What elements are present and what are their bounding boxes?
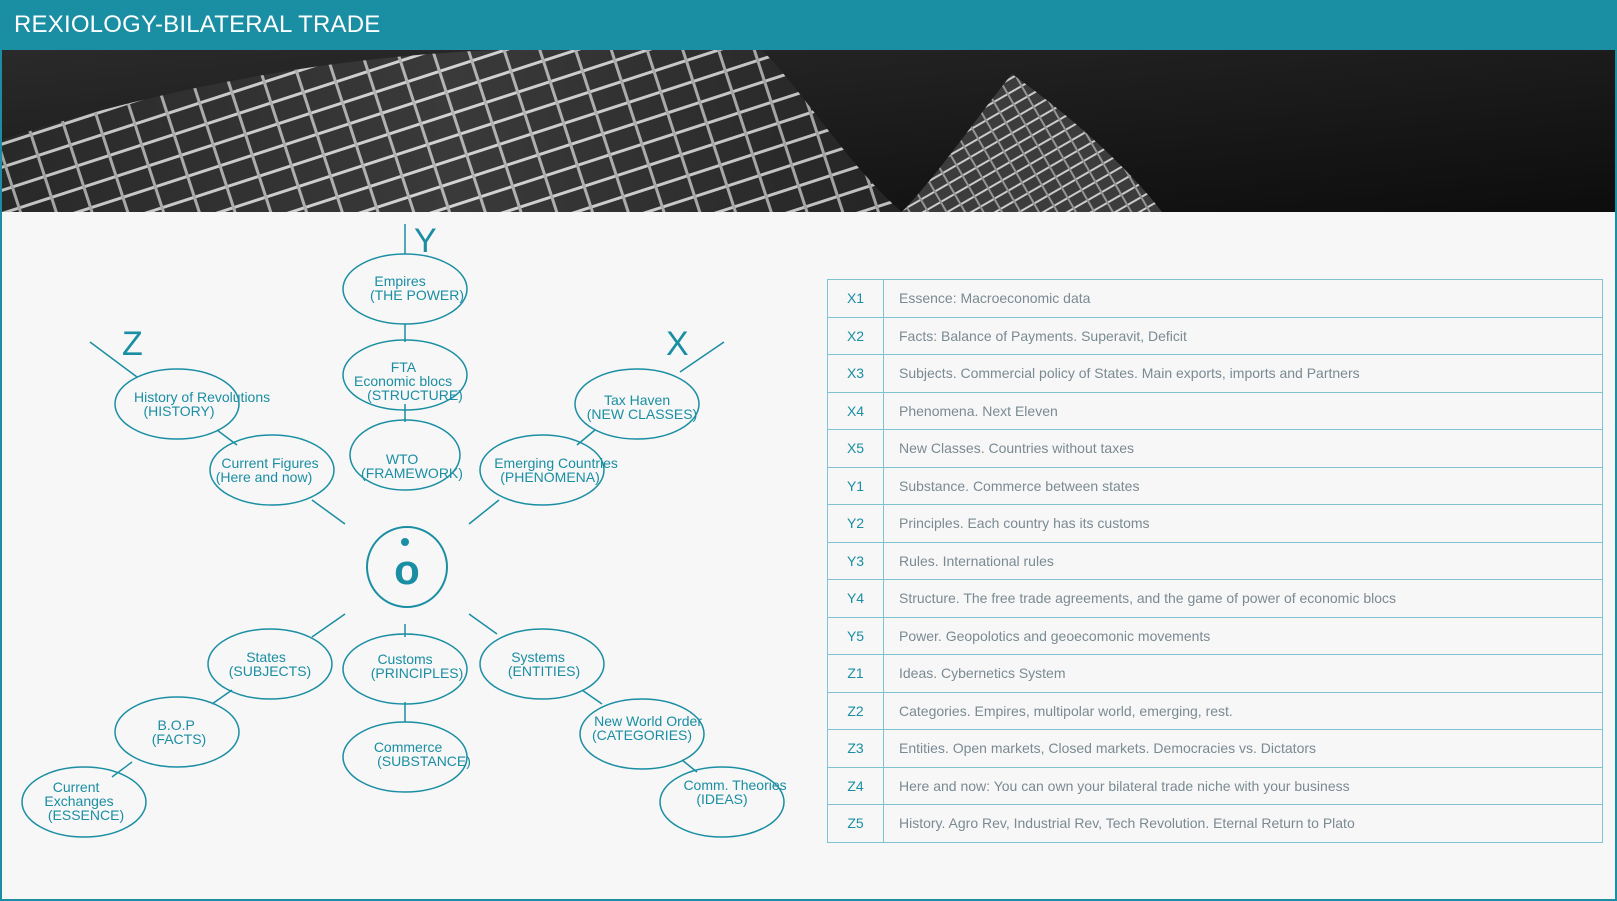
row-description: Facts: Balance of Payments. Superavit, Deficit <box>899 327 1187 344</box>
row-description: Essence: Macroeconomic data <box>899 290 1091 307</box>
table-row <box>828 280 1602 318</box>
node-z2: New World Order (CATEGORIES) <box>591 713 702 743</box>
row-code: X3 <box>828 355 884 392</box>
table-row <box>828 318 1602 356</box>
node-x4: Emerging Countries (PHENOMENA) <box>494 455 618 485</box>
row-description: Rules. International rules <box>899 552 1054 569</box>
node-x2: B.O.P (FACTS) <box>151 717 207 747</box>
table-row <box>828 430 1602 468</box>
node-x1: Current Exchanges (ESSENCE) <box>44 779 125 823</box>
row-code: Z4 <box>828 768 884 805</box>
row-code: Z2 <box>828 693 884 730</box>
axis-label-z: Z <box>122 325 143 363</box>
row-code: X5 <box>828 430 884 467</box>
row-code: Y2 <box>828 505 884 542</box>
row-code: Y1 <box>828 468 884 505</box>
node-z5: History of Revolutions (HISTORY) <box>133 389 271 419</box>
table-row <box>828 355 1602 393</box>
row-description: New Classes. Countries without taxes <box>899 440 1134 457</box>
row-description: History. Agro Rev, Industrial Rev, Tech Revolution. Eternal Return to Plato <box>899 815 1355 832</box>
table-row <box>828 805 1602 843</box>
row-code: Z5 <box>828 805 884 842</box>
row-code: X2 <box>828 318 884 355</box>
node-y3: WTO (FRAMEWORK) <box>361 451 463 481</box>
row-description: Principles. Each country has its customs <box>899 515 1150 532</box>
row-code: X4 <box>828 393 884 430</box>
page-title: REXIOLOGY-BILATERAL TRADE <box>14 11 381 38</box>
table-row <box>828 768 1602 806</box>
node-y4: FTA Economic blocs (STRUCTURE) <box>354 359 463 403</box>
table-row <box>828 505 1602 543</box>
row-description: Structure. The free trade agreements, and the game of power of economic blocs <box>899 590 1397 607</box>
rexiology-diagram <box>2 212 802 901</box>
table-row <box>828 580 1602 618</box>
row-description: Phenomena. Next Eleven <box>899 402 1058 419</box>
row-description: Power. Geopolotics and geoecomonic movements <box>899 627 1211 644</box>
row-description: Here and now: You can own your bilateral trade niche with your business <box>899 777 1350 794</box>
center-glyph: o <box>394 546 420 593</box>
axis-label-y: Y <box>414 222 437 260</box>
node-z1: Comm. Theories (IDEAS) <box>683 777 787 807</box>
header-bar <box>2 2 1615 50</box>
row-description: Subjects. Commercial policy of States. Main exports, imports and Partners <box>899 365 1360 382</box>
table-row <box>828 618 1602 656</box>
table-row <box>828 693 1602 731</box>
table-row <box>828 468 1602 506</box>
table-row <box>828 655 1602 693</box>
row-code: Z1 <box>828 655 884 692</box>
node-z4: Current Figures (Here and now) <box>215 455 319 485</box>
axis-label-x: X <box>666 325 689 363</box>
node-y1: Commerce (SUBSTANCE) <box>373 739 471 769</box>
row-description: Substance. Commerce between states <box>899 477 1140 494</box>
node-x5: Tax Haven (NEW CLASSES) <box>586 392 698 422</box>
node-y2: Customs (PRINCIPLES) <box>370 651 464 681</box>
table-row <box>828 730 1602 768</box>
node-y5: Empires (THE POWER) <box>369 273 465 303</box>
row-description: Entities. Open markets, Closed markets. Democracies vs. Dictators <box>899 740 1317 757</box>
banner-image <box>2 50 1615 212</box>
row-code: Y5 <box>828 618 884 655</box>
row-code: Z3 <box>828 730 884 767</box>
table-row <box>828 543 1602 581</box>
row-code: Y4 <box>828 580 884 617</box>
legend-table <box>827 279 1603 843</box>
row-description: Categories. Empires, multipolar world, emerging, rest. <box>899 702 1233 719</box>
row-code: Y3 <box>828 543 884 580</box>
node-x3: States (SUBJECTS) <box>228 649 312 679</box>
table-row <box>828 393 1602 431</box>
row-description: Ideas. Cybernetics System <box>899 665 1066 682</box>
node-z3: Systems (ENTITIES) <box>507 649 581 679</box>
row-code: X1 <box>828 280 884 317</box>
